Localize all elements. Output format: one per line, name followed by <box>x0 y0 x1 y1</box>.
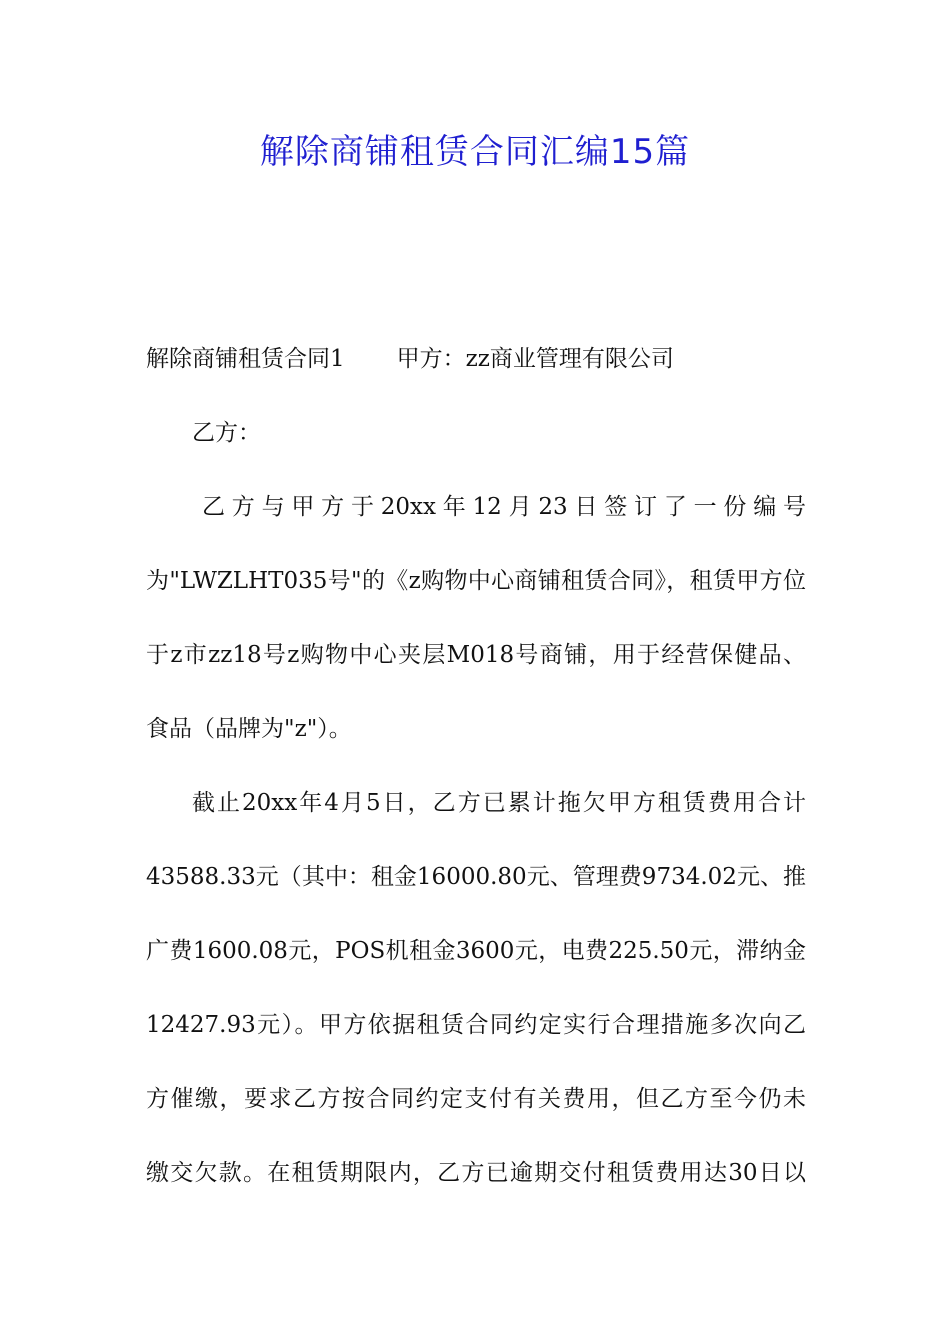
paragraph-2-line-6: 缴交欠款。在租赁期限内，乙方已逾期交付租赁费用达30日以 <box>146 1160 806 1186</box>
paragraph-1-line-1: 乙方与甲方于20xx年12月23日签订了一份编号 <box>202 494 806 520</box>
paragraph-1-line-3: 于z市zz18号z购物中心夹层M018号商铺，用于经营保健品、 <box>146 642 806 668</box>
contract-heading-line <box>146 322 806 396</box>
contract-heading: 解除商铺租赁合同1 <box>146 346 345 372</box>
paragraph-1-line-4: 食品（品牌为"z"）。 <box>146 716 352 742</box>
paragraph-2-line-5: 方催缴，要求乙方按合同约定支付有关费用，但乙方至今仍未 <box>146 1086 806 1112</box>
paragraph-2-line-3: 广费1600.08元，POS机租金3600元，电费225.50元，滞纳金 <box>146 938 806 964</box>
paragraph-2-line-2: 43588.33元（其中：租金16000.80元、管理费9734.02元、推 <box>146 864 806 890</box>
paragraph-2-line-4: 12427.93元）。甲方依据租赁合同约定实行合理措施多次向乙 <box>146 1012 806 1038</box>
document-body <box>146 322 806 1210</box>
paragraph-1-line-2: 为"LWZLHT035号"的《z购物中心商铺租赁合同》，租赁甲方位 <box>146 568 806 594</box>
party-a: 甲方：zz商业管理有限公司 <box>396 346 674 372</box>
paragraph-2-line-1: 截止20xx年4月5日，乙方已累计拖欠甲方租赁费用合计 <box>192 790 806 816</box>
party-b: 乙方： <box>192 420 261 446</box>
document-title: 解除商铺租赁合同汇编15篇 <box>259 132 691 172</box>
